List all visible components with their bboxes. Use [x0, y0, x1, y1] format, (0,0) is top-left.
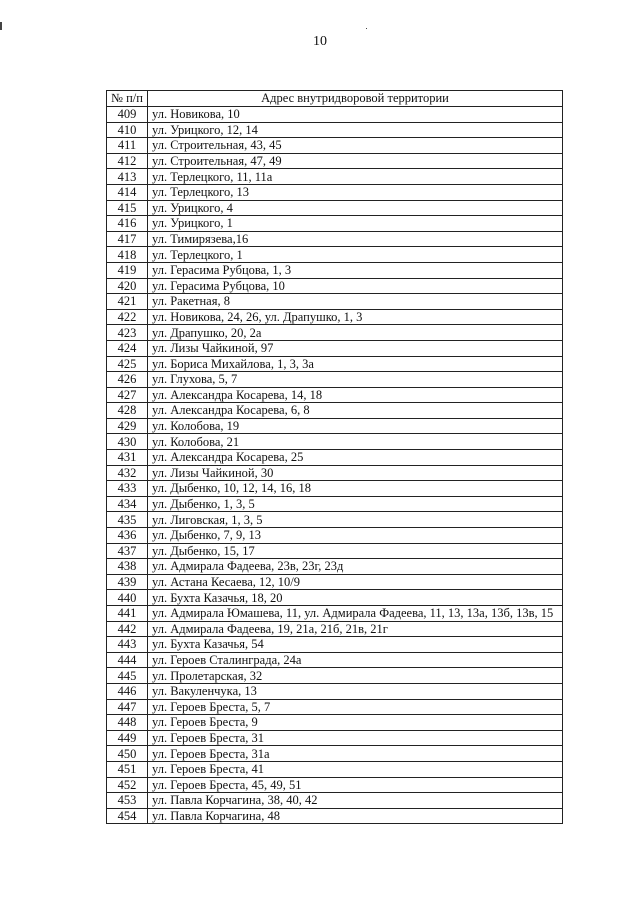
row-address: ул. Александра Косарева, 25: [148, 450, 563, 466]
row-address: ул. Адмирала Юмашева, 11, ул. Адмирала Фадеева, 11, 13, 13а, 13б, 13в, 15: [148, 606, 563, 622]
row-address: ул. Павла Корчагина, 38, 40, 42: [148, 793, 563, 809]
row-address: ул. Герасима Рубцова, 10: [148, 278, 563, 294]
row-number: 417: [107, 231, 148, 247]
table-row: [107, 309, 563, 325]
row-number: 441: [107, 606, 148, 622]
row-address: ул. Дыбенко, 7, 9, 13: [148, 528, 563, 544]
row-number: 447: [107, 699, 148, 715]
row-number: 432: [107, 465, 148, 481]
row-number: 410: [107, 122, 148, 138]
row-number: 409: [107, 107, 148, 123]
row-number: 453: [107, 793, 148, 809]
table-row: [107, 294, 563, 310]
row-number: 445: [107, 668, 148, 684]
row-number: 411: [107, 138, 148, 154]
row-number: 450: [107, 746, 148, 762]
row-number: 416: [107, 216, 148, 232]
row-number: 451: [107, 761, 148, 777]
row-number: 436: [107, 528, 148, 544]
row-address: ул. Ракетная, 8: [148, 294, 563, 310]
row-address: ул. Драпушко, 20, 2а: [148, 325, 563, 341]
row-number: 438: [107, 559, 148, 575]
table-row: [107, 668, 563, 684]
table-row: [107, 777, 563, 793]
row-address: ул. Бухта Казачья, 18, 20: [148, 590, 563, 606]
scan-mark: [0, 22, 2, 30]
row-number: 419: [107, 262, 148, 278]
row-address: ул. Строительная, 43, 45: [148, 138, 563, 154]
row-number: 426: [107, 372, 148, 388]
address-table: [106, 90, 563, 824]
row-number: 424: [107, 340, 148, 356]
row-address: ул. Александра Косарева, 6, 8: [148, 403, 563, 419]
table-row: [107, 434, 563, 450]
row-address: ул. Павла Корчагина, 48: [148, 808, 563, 824]
row-number: 435: [107, 512, 148, 528]
row-number: 429: [107, 418, 148, 434]
row-address: ул. Пролетарская, 32: [148, 668, 563, 684]
row-number: 452: [107, 777, 148, 793]
row-number: 425: [107, 356, 148, 372]
table-row: [107, 418, 563, 434]
row-address: ул. Урицкого, 12, 14: [148, 122, 563, 138]
header-num: № п/п: [107, 91, 148, 107]
row-address: ул. Колобова, 21: [148, 434, 563, 450]
table-row: [107, 200, 563, 216]
row-address: ул. Астана Кесаева, 12, 10/9: [148, 574, 563, 590]
row-number: 434: [107, 496, 148, 512]
row-address: ул. Героев Бреста, 5, 7: [148, 699, 563, 715]
row-number: 413: [107, 169, 148, 185]
table-row: [107, 387, 563, 403]
table-row: [107, 528, 563, 544]
scan-dot: [366, 28, 367, 29]
row-number: 412: [107, 153, 148, 169]
row-address: ул. Колобова, 19: [148, 418, 563, 434]
row-address: ул. Вакуленчука, 13: [148, 683, 563, 699]
table-row: [107, 138, 563, 154]
row-number: 433: [107, 481, 148, 497]
table-row: [107, 356, 563, 372]
table-row: [107, 372, 563, 388]
table-row: [107, 808, 563, 824]
table-row: [107, 699, 563, 715]
row-address: ул. Героев Бреста, 41: [148, 761, 563, 777]
table-row: [107, 481, 563, 497]
row-address: ул. Героев Бреста, 45, 49, 51: [148, 777, 563, 793]
page-number: 10: [313, 34, 327, 49]
row-number: 446: [107, 683, 148, 699]
table-row: [107, 278, 563, 294]
table-row: [107, 512, 563, 528]
table-row: [107, 247, 563, 263]
row-address: ул. Бухта Казачья, 54: [148, 637, 563, 653]
table-row: [107, 793, 563, 809]
row-address: ул. Урицкого, 1: [148, 216, 563, 232]
row-number: 437: [107, 543, 148, 559]
row-number: 430: [107, 434, 148, 450]
table-row: [107, 543, 563, 559]
row-address: ул. Александра Косарева, 14, 18: [148, 387, 563, 403]
table-row: [107, 465, 563, 481]
row-number: 440: [107, 590, 148, 606]
table-row: [107, 340, 563, 356]
row-number: 420: [107, 278, 148, 294]
table-row: [107, 621, 563, 637]
row-address: ул. Героев Бреста, 9: [148, 715, 563, 731]
table-row: [107, 262, 563, 278]
table-row: [107, 559, 563, 575]
row-number: 448: [107, 715, 148, 731]
table-row: [107, 637, 563, 653]
row-address: ул. Герасима Рубцова, 1, 3: [148, 262, 563, 278]
header-address: Адрес внутридворовой территории: [148, 91, 563, 107]
table-body: [107, 107, 563, 824]
table-row: [107, 683, 563, 699]
table-row: [107, 231, 563, 247]
row-address: ул. Урицкого, 4: [148, 200, 563, 216]
row-address: ул. Терлецкого, 13: [148, 184, 563, 200]
row-address: ул. Героев Сталинграда, 24а: [148, 652, 563, 668]
row-number: 443: [107, 637, 148, 653]
row-number: 444: [107, 652, 148, 668]
table-row: [107, 574, 563, 590]
row-address: ул. Лизы Чайкиной, 97: [148, 340, 563, 356]
row-number: 414: [107, 184, 148, 200]
row-address: ул. Дыбенко, 10, 12, 14, 16, 18: [148, 481, 563, 497]
row-number: 428: [107, 403, 148, 419]
row-address: ул. Терлецкого, 11, 11а: [148, 169, 563, 185]
row-number: 421: [107, 294, 148, 310]
row-number: 442: [107, 621, 148, 637]
row-address: ул. Героев Бреста, 31а: [148, 746, 563, 762]
row-number: 427: [107, 387, 148, 403]
row-address: ул. Лизы Чайкиной, 30: [148, 465, 563, 481]
table-row: [107, 450, 563, 466]
row-address: ул. Дыбенко, 15, 17: [148, 543, 563, 559]
table-row: [107, 496, 563, 512]
row-address: ул. Тимирязева,16: [148, 231, 563, 247]
row-number: 422: [107, 309, 148, 325]
row-address: ул. Новикова, 24, 26, ул. Драпушко, 1, 3: [148, 309, 563, 325]
table-row: [107, 403, 563, 419]
table-row: [107, 730, 563, 746]
table-row: [107, 169, 563, 185]
table-row: [107, 216, 563, 232]
table-row: [107, 153, 563, 169]
row-address: ул. Адмирала Фадеева, 19, 21а, 21б, 21в, 21г: [148, 621, 563, 637]
row-address: ул. Лиговская, 1, 3, 5: [148, 512, 563, 528]
table-row: [107, 107, 563, 123]
table-row: [107, 184, 563, 200]
table-row: [107, 715, 563, 731]
table-header-row: [107, 91, 563, 107]
table-row: [107, 652, 563, 668]
row-number: 439: [107, 574, 148, 590]
row-number: 415: [107, 200, 148, 216]
row-address: ул. Дыбенко, 1, 3, 5: [148, 496, 563, 512]
table-row: [107, 325, 563, 341]
table-row: [107, 606, 563, 622]
row-number: 431: [107, 450, 148, 466]
row-number: 449: [107, 730, 148, 746]
row-number: 423: [107, 325, 148, 341]
row-address: ул. Терлецкого, 1: [148, 247, 563, 263]
row-address: ул. Бориса Михайлова, 1, 3, 3а: [148, 356, 563, 372]
row-address: ул. Адмирала Фадеева, 23в, 23г, 23д: [148, 559, 563, 575]
table-row: [107, 761, 563, 777]
row-address: ул. Глухова, 5, 7: [148, 372, 563, 388]
row-number: 454: [107, 808, 148, 824]
row-number: 418: [107, 247, 148, 263]
row-address: ул. Героев Бреста, 31: [148, 730, 563, 746]
table-row: [107, 122, 563, 138]
table-row: [107, 590, 563, 606]
table-row: [107, 746, 563, 762]
row-address: ул. Новикова, 10: [148, 107, 563, 123]
row-address: ул. Строительная, 47, 49: [148, 153, 563, 169]
